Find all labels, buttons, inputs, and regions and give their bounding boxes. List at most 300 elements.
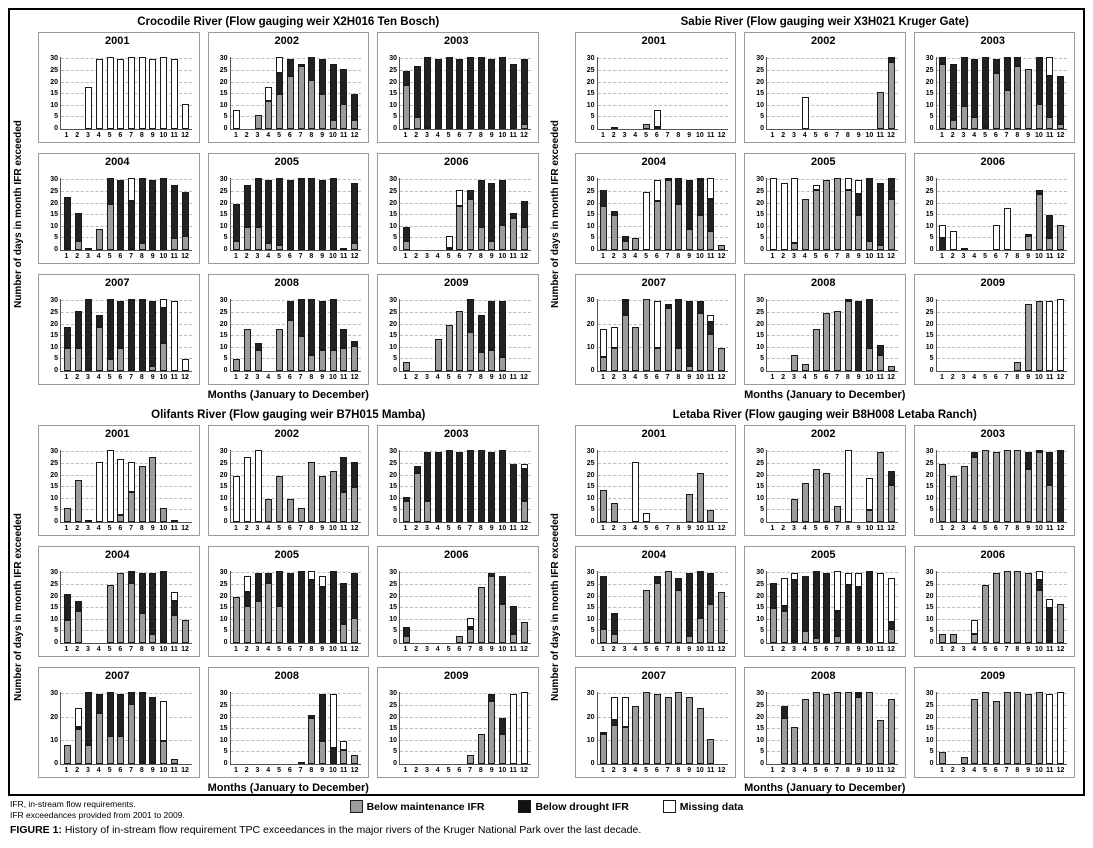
bar-segment-drought — [1014, 57, 1021, 66]
x-tick-label: 6 — [287, 132, 292, 139]
y-tick-label: 10 — [925, 222, 934, 230]
x-tick-row — [766, 525, 898, 532]
y-tick-label: 5 — [393, 627, 397, 635]
bar-segment-missing — [182, 104, 189, 130]
bar-slot — [939, 464, 947, 522]
bar-segment-maintenance — [488, 701, 495, 764]
x-tick-label: 12 — [1056, 132, 1065, 139]
bar-segment-missing — [845, 450, 852, 522]
x-tick-row — [399, 525, 531, 532]
bar-slot — [643, 124, 651, 129]
bar-segment-missing — [244, 457, 251, 522]
month-bar — [467, 755, 474, 764]
x-tick-label: 3 — [86, 253, 90, 260]
bars-layer — [231, 57, 362, 129]
month-bar — [478, 180, 485, 250]
y-tick-label: 20 — [50, 471, 58, 479]
bar-slot — [834, 692, 842, 764]
month-bar — [888, 366, 895, 371]
bar-segment-maintenance — [665, 697, 672, 764]
month-bar — [510, 606, 517, 643]
bar-segment-drought — [351, 462, 358, 488]
x-tick-label: 12 — [717, 253, 726, 260]
y-tick-label: 0 — [393, 246, 397, 253]
bar-segment-missing — [160, 701, 167, 741]
y-tick-label: 10 — [389, 494, 397, 502]
x-tick-label: 6 — [993, 767, 998, 774]
x-tick-label: 9 — [150, 525, 155, 532]
x-tick-label: 9 — [1026, 646, 1031, 653]
bar-segment-maintenance — [834, 506, 841, 522]
bar-segment-maintenance — [171, 615, 178, 643]
x-tick-label: 1 — [64, 525, 69, 532]
bar-segment-maintenance — [467, 199, 474, 250]
bar-segment-maintenance — [414, 473, 421, 522]
y-tick-label: 15 — [50, 90, 58, 98]
bar-segment-drought — [499, 180, 506, 224]
bar-slot — [340, 457, 348, 522]
month-bar — [888, 57, 895, 129]
bar-segment-maintenance — [971, 457, 978, 522]
bar-slot — [632, 327, 640, 371]
x-tick-label: 10 — [159, 374, 168, 381]
month-bar — [1046, 301, 1053, 371]
bar-slot — [138, 692, 146, 764]
plot-area — [756, 176, 898, 253]
bar-segment-drought — [521, 201, 528, 227]
x-tick-label: 1 — [403, 374, 408, 381]
y-tick-label: 25 — [50, 580, 58, 588]
bar-segment-maintenance — [244, 606, 251, 643]
y-tick-label: 5 — [54, 355, 58, 363]
bar-slot — [138, 299, 146, 371]
y-tick-label: 25 — [756, 187, 764, 195]
x-tick-label: 12 — [350, 132, 359, 139]
bar-segment-maintenance — [414, 117, 421, 129]
bar-slot — [467, 450, 475, 522]
chart-body — [380, 450, 533, 523]
bar-slot — [509, 694, 517, 764]
x-tick-label: 3 — [255, 132, 260, 139]
x-tick-label: 10 — [498, 767, 507, 774]
plot-area — [756, 690, 898, 767]
month-bar — [107, 692, 114, 764]
x-tick-label: 5 — [813, 646, 818, 653]
x-tick-label: 2 — [611, 525, 616, 532]
bar-slot — [149, 301, 157, 371]
x-tick-label: 6 — [457, 767, 462, 774]
bar-segment-missing — [276, 57, 283, 73]
x-tick-label: 5 — [983, 374, 987, 381]
month-bar — [488, 59, 495, 129]
bar-slot — [318, 576, 326, 643]
y-tick-label: 20 — [756, 713, 764, 721]
bar-slot — [244, 457, 252, 522]
bar-segment-maintenance — [287, 320, 294, 371]
bar-segment-maintenance — [888, 366, 895, 371]
y-tick-label: 10 — [925, 101, 934, 109]
month-bar — [456, 636, 463, 643]
bar-segment-missing — [877, 573, 884, 643]
plot-area — [50, 448, 192, 525]
x-tick-label: 3 — [86, 525, 90, 532]
y-tick-label: 5 — [929, 234, 934, 242]
bar-segment-maintenance — [1014, 362, 1021, 371]
month-bar — [160, 299, 167, 371]
bar-slot — [149, 59, 157, 129]
x-tick-label: 4 — [435, 374, 440, 381]
y-tick-label: 15 — [756, 332, 764, 340]
x-tick-label: 3 — [86, 646, 90, 653]
month-bar — [330, 571, 337, 643]
chart-body — [578, 450, 731, 523]
bar-segment-maintenance — [75, 348, 82, 371]
month-bar — [340, 248, 347, 250]
bar-segment-maintenance — [160, 741, 167, 764]
y-tick-label: 25 — [50, 308, 58, 316]
bar-segment-maintenance — [697, 618, 704, 644]
x-tick-label: 6 — [287, 374, 292, 381]
bar-slot — [939, 225, 947, 250]
x-tick-label: 1 — [403, 767, 408, 774]
month-bar — [128, 571, 135, 643]
x-tick-label: 2 — [75, 646, 80, 653]
bar-slot — [402, 227, 410, 250]
charts-grid — [575, 425, 1076, 778]
y-tick-label: 30 — [756, 690, 764, 698]
bar-slot — [611, 211, 619, 250]
bar-segment-maintenance — [1046, 485, 1053, 522]
y-tick-label: 15 — [50, 332, 58, 340]
x-tick-label: 3 — [425, 646, 429, 653]
bar-slot — [351, 755, 359, 764]
bar-slot — [286, 301, 294, 371]
x-tick-label: 9 — [687, 253, 692, 260]
bar-slot — [170, 185, 178, 250]
bar-slot — [675, 178, 683, 250]
bar-segment-maintenance — [813, 190, 820, 250]
x-tick-label: 11 — [509, 767, 517, 774]
x-tick-label: 8 — [676, 253, 681, 260]
bar-segment-maintenance — [255, 227, 262, 250]
plot-area — [389, 690, 531, 767]
x-tick-label: 11 — [876, 253, 884, 260]
x-tick-row — [936, 767, 1068, 774]
y-tick-label: 10 — [925, 494, 934, 502]
month-bar — [1025, 304, 1032, 371]
bars-layer — [767, 178, 898, 250]
bar-segment-drought — [308, 178, 315, 250]
bar-segment-drought — [330, 64, 337, 120]
legend-label: Below drought IFR — [535, 800, 629, 813]
x-tick-row — [936, 253, 1068, 260]
bar-segment-drought — [149, 573, 156, 633]
bar-slot — [960, 466, 968, 522]
bar-slot — [520, 692, 528, 764]
x-tick-label: 7 — [298, 525, 303, 532]
bar-segment-maintenance — [330, 120, 337, 129]
y-tick-label: 15 — [756, 725, 764, 733]
x-tick-label: 12 — [717, 646, 726, 653]
chart-year-label: 2008 — [811, 670, 836, 682]
y-tick-label: 5 — [590, 234, 595, 242]
y-tick-label: 10 — [219, 101, 228, 109]
y-tick-label: 20 — [756, 592, 764, 600]
bar-slot — [834, 506, 842, 522]
month-bar — [330, 64, 337, 129]
bar-segment-drought — [813, 571, 820, 638]
y-tick-label: 0 — [54, 760, 58, 767]
y-tick-label: 0 — [590, 760, 595, 767]
bar-segment-drought — [64, 197, 71, 248]
y-tick-label: 20 — [389, 713, 397, 721]
bar-slot — [456, 190, 464, 250]
bar-slot — [488, 694, 496, 764]
x-tick-label: 5 — [813, 525, 818, 532]
x-tick-label: 5 — [813, 374, 818, 381]
bar-segment-drought — [340, 329, 347, 348]
bar-segment-maintenance — [686, 366, 693, 371]
bar-segment-maintenance — [1036, 194, 1043, 250]
month-bar — [939, 464, 946, 522]
x-tick-label: 10 — [498, 374, 507, 381]
bar-segment-maintenance — [600, 490, 607, 523]
y-tick-label: 5 — [929, 748, 934, 756]
month-bar — [96, 315, 103, 371]
bar-slot — [653, 110, 661, 129]
y-tick-label: 10 — [50, 343, 58, 351]
bar-segment-drought — [330, 178, 337, 250]
x-tick-label: 9 — [687, 374, 692, 381]
bar-segment-maintenance — [75, 729, 82, 764]
y-tick-label: 30 — [756, 569, 764, 577]
y-tick-label: 5 — [54, 506, 58, 514]
bar-slot — [643, 192, 651, 250]
y-tick-label: 15 — [925, 332, 934, 340]
plot-area — [219, 690, 362, 767]
month-bar — [467, 190, 474, 250]
bar-segment-drought — [446, 450, 453, 522]
x-tick-label: 8 — [478, 646, 483, 653]
bar-segment-maintenance — [521, 622, 528, 643]
bar-segment-maintenance — [233, 597, 240, 644]
month-bar — [287, 59, 294, 129]
bar-segment-drought — [510, 606, 517, 634]
bar-slot — [653, 180, 661, 250]
month-bar — [1046, 215, 1053, 250]
bar-segment-maintenance — [643, 692, 650, 764]
bar-slot — [791, 355, 799, 371]
month-bar — [107, 178, 114, 250]
x-tick-label: 2 — [244, 253, 249, 260]
bar-segment-maintenance — [107, 359, 114, 371]
x-tick-label: 6 — [993, 253, 998, 260]
x-tick-label: 8 — [845, 646, 850, 653]
month-bar — [802, 97, 809, 130]
bar-segment-drought — [255, 573, 262, 601]
bar-slot — [95, 315, 103, 371]
bar-segment-maintenance — [1004, 692, 1011, 764]
bar-segment-maintenance — [139, 466, 146, 522]
month-bar — [64, 745, 71, 764]
y-tick-label: 15 — [586, 211, 595, 219]
chart-body — [211, 571, 364, 644]
bar-segment-drought — [770, 583, 777, 609]
month-bar — [971, 620, 978, 643]
month-bar — [813, 185, 820, 250]
bar-slot — [149, 573, 157, 643]
x-tick-label: 10 — [159, 253, 168, 260]
x-tick-label: 8 — [845, 525, 850, 532]
bar-segment-maintenance — [330, 471, 337, 522]
x-tick-label: 1 — [770, 646, 775, 653]
month-bar — [160, 508, 167, 522]
bar-segment-missing — [834, 571, 841, 611]
bar-slot — [520, 464, 528, 522]
bar-segment-maintenance — [866, 348, 873, 371]
bars-layer — [598, 299, 729, 371]
x-tick-label: 3 — [622, 646, 627, 653]
x-tick-label: 7 — [835, 132, 840, 139]
month-bar — [845, 692, 852, 764]
month-bar — [707, 573, 714, 643]
month-bar — [1057, 76, 1064, 129]
x-tick-label: 2 — [75, 132, 80, 139]
x-tick-label: 11 — [876, 646, 884, 653]
plot-area — [925, 55, 1068, 132]
month-bar — [654, 694, 661, 764]
x-tick-label: 10 — [498, 132, 507, 139]
bar-segment-drought — [488, 183, 495, 241]
x-tick-label: 6 — [457, 132, 462, 139]
bar-slot — [106, 178, 114, 250]
plot-area — [756, 297, 898, 374]
bar-slot — [791, 499, 799, 522]
bar-segment-drought — [330, 748, 337, 764]
y-tick-label: 15 — [925, 90, 934, 98]
bar-slot — [477, 450, 485, 522]
bar-segment-drought — [85, 299, 92, 371]
y-tick-label: 15 — [925, 604, 934, 612]
bar-segment-missing — [265, 87, 272, 101]
bar-segment-missing — [632, 462, 639, 522]
month-bar — [255, 450, 262, 522]
month-bar — [456, 311, 463, 371]
x-tick-label: 12 — [520, 374, 528, 381]
y-tick-label: 10 — [50, 222, 58, 230]
bar-segment-missing — [1057, 692, 1064, 764]
bar-slot — [696, 708, 704, 764]
y-tick-label: 30 — [219, 448, 228, 456]
month-bar — [1057, 604, 1064, 644]
bar-slot — [1046, 301, 1054, 371]
bar-slot — [117, 301, 125, 371]
bar-slot — [488, 573, 496, 643]
month-bar — [351, 183, 358, 250]
y-tick-label: 15 — [586, 90, 595, 98]
month-bar — [697, 178, 704, 250]
bar-slot — [509, 464, 517, 522]
bar-slot — [233, 110, 241, 129]
x-tick-label: 8 — [676, 525, 681, 532]
bar-segment-drought — [414, 66, 421, 117]
bar-segment-drought — [128, 201, 135, 248]
month-bar — [446, 325, 453, 372]
year-chart — [38, 153, 200, 264]
bar-slot — [611, 327, 619, 371]
x-tick-label: 2 — [75, 525, 80, 532]
bar-segment-maintenance — [632, 238, 639, 250]
x-tick-label: 7 — [468, 646, 473, 653]
bar-segment-maintenance — [845, 190, 852, 250]
bar-segment-missing — [888, 578, 895, 622]
x-tick-label: 1 — [770, 525, 775, 532]
bar-slot — [855, 692, 863, 764]
bar-segment-drought — [488, 59, 495, 129]
panel-title: Olifants River (Flow gauging weir B7H015 Mamba) — [151, 409, 426, 421]
x-tick-label: 9 — [856, 374, 861, 381]
x-tick-label: 1 — [64, 132, 69, 139]
legend-label: Below maintenance IFR — [366, 800, 485, 813]
y-tick-label: 5 — [223, 506, 228, 514]
y-tick-label: 20 — [756, 320, 764, 328]
bar-segment-maintenance — [499, 604, 506, 644]
y-tick-label: 5 — [760, 355, 764, 363]
bar-slot — [509, 64, 517, 129]
x-tick-row — [597, 374, 729, 381]
bar-segment-maintenance — [351, 618, 358, 644]
x-tick-label: 11 — [509, 132, 517, 139]
bar-segment-maintenance — [802, 364, 809, 371]
x-tick-label: 12 — [1056, 646, 1065, 653]
month-bar — [888, 178, 895, 250]
x-tick-label: 11 — [707, 525, 715, 532]
bar-segment-missing — [446, 236, 453, 248]
x-tick-label: 7 — [129, 525, 134, 532]
bar-segment-drought — [435, 452, 442, 522]
bar-segment-maintenance — [351, 120, 358, 129]
y-tick-label: 20 — [925, 320, 934, 328]
bar-segment-maintenance — [139, 243, 146, 250]
year-chart — [914, 425, 1076, 536]
month-bar — [456, 452, 463, 522]
month-bar — [697, 473, 704, 522]
x-tick-label: 4 — [972, 646, 977, 653]
bar-segment-maintenance — [961, 466, 968, 522]
month-bar — [643, 692, 650, 764]
bar-segment-drought — [340, 248, 347, 250]
y-tick-label: 10 — [219, 736, 228, 744]
bar-segment-missing — [117, 459, 124, 515]
x-tick-label: 11 — [1046, 767, 1054, 774]
bar-segment-maintenance — [424, 501, 431, 522]
month-bar — [686, 697, 693, 764]
x-tick-label: 9 — [856, 767, 861, 774]
month-bar — [244, 185, 251, 250]
month-bar — [467, 299, 474, 371]
x-tick-label: 8 — [139, 525, 144, 532]
y-tick-label: 5 — [54, 627, 58, 635]
bar-segment-maintenance — [351, 243, 358, 250]
x-tick-label: 8 — [478, 253, 483, 260]
bar-segment-missing — [855, 573, 862, 587]
x-tick-row — [597, 525, 729, 532]
x-tick-label: 4 — [802, 767, 807, 774]
y-tick-label: 20 — [50, 78, 58, 86]
x-tick-label: 4 — [266, 253, 271, 260]
y-tick-label: 25 — [756, 459, 764, 467]
bar-slot — [308, 715, 316, 764]
